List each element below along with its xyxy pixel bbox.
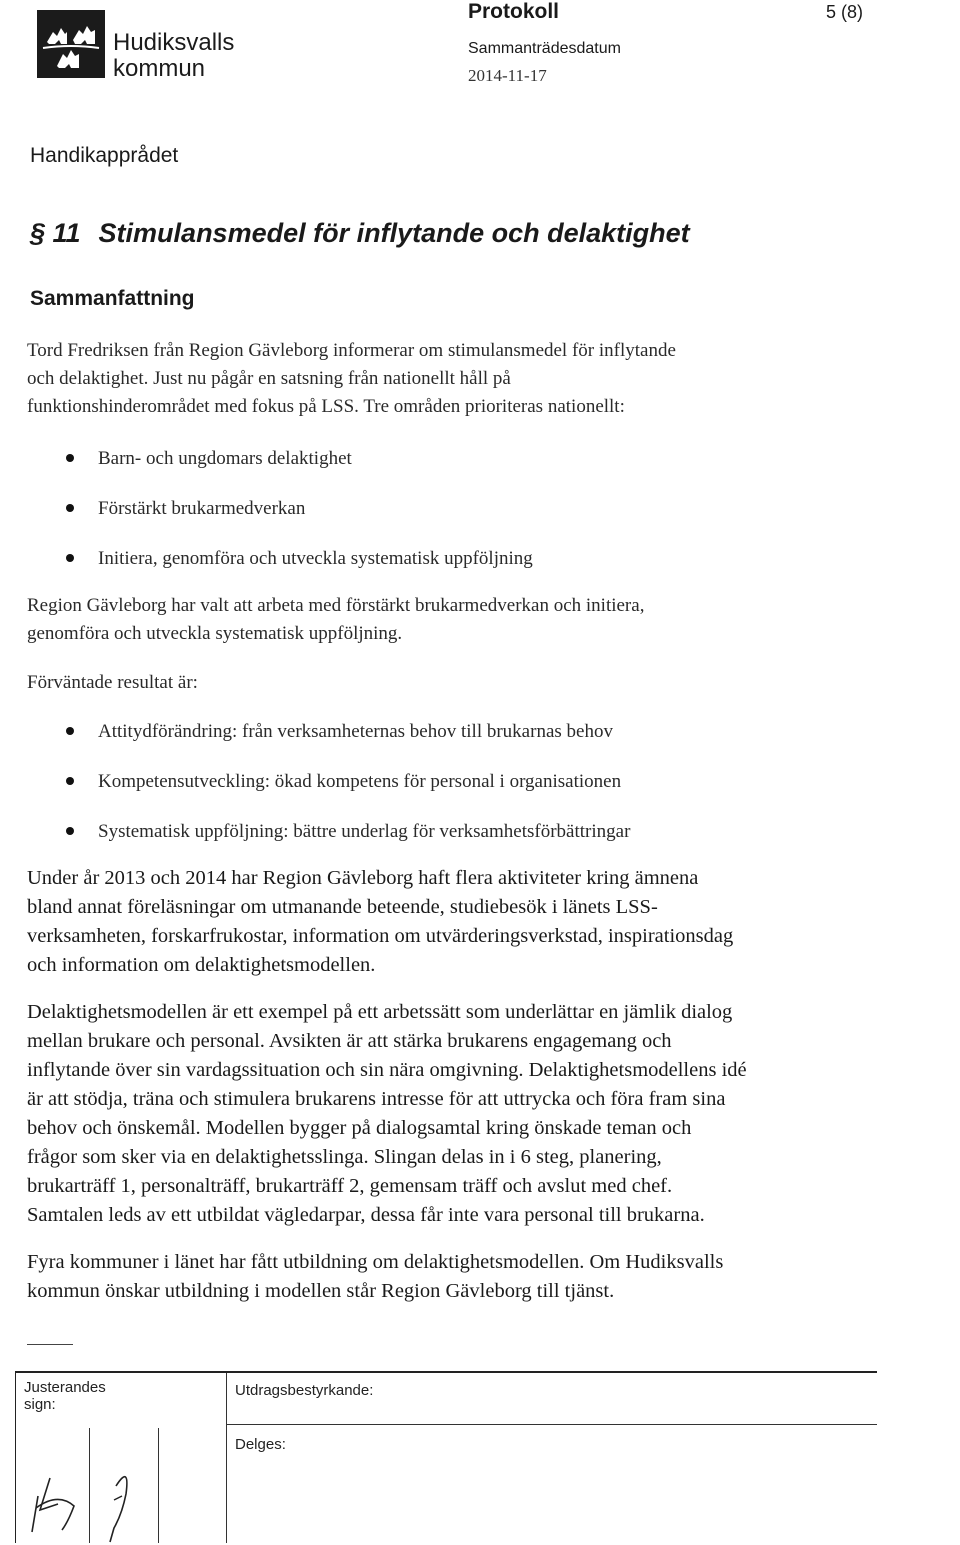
- sign-label: Justerandes sign:: [24, 1379, 106, 1413]
- page-number: 5 (8): [826, 2, 864, 22]
- text-line: Tord Fredriksen från Region Gävleborg informerar om stimulansmedel för inflytande: [27, 340, 676, 361]
- meeting-date: 2014-11-17: [468, 66, 547, 85]
- text-line: Delaktighetsmodellen är ett exempel på ett arbetssätt som underlättar en jämlik dialog: [27, 1001, 733, 1023]
- bullet-icon: [66, 554, 74, 562]
- model-paragraph: [27, 998, 867, 1230]
- text-line: funktionshinderområdet med fokus på LSS. Tre områden prioriteras nationellt:: [27, 396, 625, 417]
- text-line: Under år 2013 och 2014 har Region Gävleborg haft flera aktiviteter kring ämnena: [27, 867, 699, 889]
- distribution-label: Delges:: [235, 1436, 286, 1453]
- summary-heading: Sammanfattning: [30, 287, 195, 310]
- text-line: kommun önskar utbildning i modellen står Region Gävleborg till tjänst.: [27, 1280, 615, 1302]
- text-line: brukarträff 1, personalträff, brukarträff 2, gemensam träff och avslut med chef.: [27, 1175, 673, 1197]
- handwritten-initials: [18, 1448, 158, 1543]
- bullet-icon: [66, 827, 74, 835]
- list-item: Initiera, genomföra och utveckla systematisk uppföljning: [66, 546, 533, 572]
- text-line: genomföra och utveckla systematisk uppföljning.: [27, 623, 403, 644]
- section-heading: [30, 218, 690, 249]
- organization-name: Handikapprådet: [30, 144, 179, 167]
- municipality-logo: [37, 10, 105, 78]
- bullet-icon: [66, 727, 74, 735]
- list-item: Attitydförändring: från verksamheternas behov till brukarnas behov: [66, 719, 613, 745]
- bullet-icon: [66, 504, 74, 512]
- crest-logo-icon: [37, 10, 105, 78]
- text-line: är att stödja, träna och stimulera brukarens intresse för att uttrycka och föra fram sina: [27, 1088, 726, 1110]
- text-line: och delaktighet. Just nu pågår en satsning från nationellt håll på: [27, 368, 511, 389]
- intro-paragraph: [27, 337, 867, 421]
- expected-results-label: Förväntade resultat är:: [27, 672, 198, 693]
- bullet-icon: [66, 454, 74, 462]
- activities-paragraph: [27, 864, 867, 980]
- list-item: Barn- och ungdomars delaktighet: [66, 446, 352, 472]
- region-paragraph: [27, 592, 867, 648]
- section-title: Stimulansmedel för inflytande och delaktighet: [98, 218, 690, 248]
- text-line: bland annat föreläsningar om utmanande beteende, studiebesök i länets LSS-: [27, 896, 658, 918]
- text-line: och information om delaktighetsmodellen.: [27, 954, 376, 976]
- closing-paragraph: [27, 1248, 867, 1306]
- text-line: Samtalen leds av ett utbildat vägledarpar, dessa får inte vara personal till brukarna.: [27, 1204, 705, 1226]
- divider: [27, 1344, 73, 1345]
- list-item: Förstärkt brukarmedverkan: [66, 496, 305, 522]
- list-item: Systematisk uppföljning: bättre underlag för verksamhetsförbättringar: [66, 819, 630, 845]
- text-line: inflytande över sin vardagssituation och sin nära omgivning. Delaktighetsmodellens idé: [27, 1059, 747, 1081]
- row-divider: [226, 1424, 877, 1425]
- logo-line-1: Hudiksvalls: [113, 29, 235, 56]
- text-line: behov och önskemål. Modellen bygger på dialogsamtal kring önskade teman och: [27, 1117, 692, 1139]
- logo-line-2: kommun: [113, 55, 206, 82]
- text-line: mellan brukare och personal. Avsikten är att stärka brukarens engagemang och: [27, 1030, 672, 1052]
- meeting-date-label: Sammanträdesdatum: [468, 40, 621, 57]
- municipality-name: [113, 30, 234, 82]
- signature-divider: [158, 1428, 159, 1543]
- section-number: § 11: [30, 218, 81, 248]
- document-type: Protokoll: [468, 0, 560, 23]
- text-line: frågor som sker via en delaktighetsslinga. Slingan delas in i 6 steg, planering,: [27, 1146, 662, 1168]
- bullet-icon: [66, 777, 74, 785]
- text-line: Fyra kommuner i länet har fått utbildning om delaktighetsmodellen. Om Hudiksvalls: [27, 1251, 724, 1273]
- text-line: verksamheten, forskarfrukostar, information om utvärderingsverkstad, inspirationsdag: [27, 925, 734, 947]
- column-divider: [226, 1373, 227, 1543]
- text-line: Region Gävleborg har valt att arbeta med förstärkt brukarmedverkan och initiera,: [27, 595, 645, 616]
- extract-certification-label: Utdragsbestyrkande:: [235, 1382, 374, 1399]
- list-item: Kompetensutveckling: ökad kompetens för personal i organisationen: [66, 769, 621, 795]
